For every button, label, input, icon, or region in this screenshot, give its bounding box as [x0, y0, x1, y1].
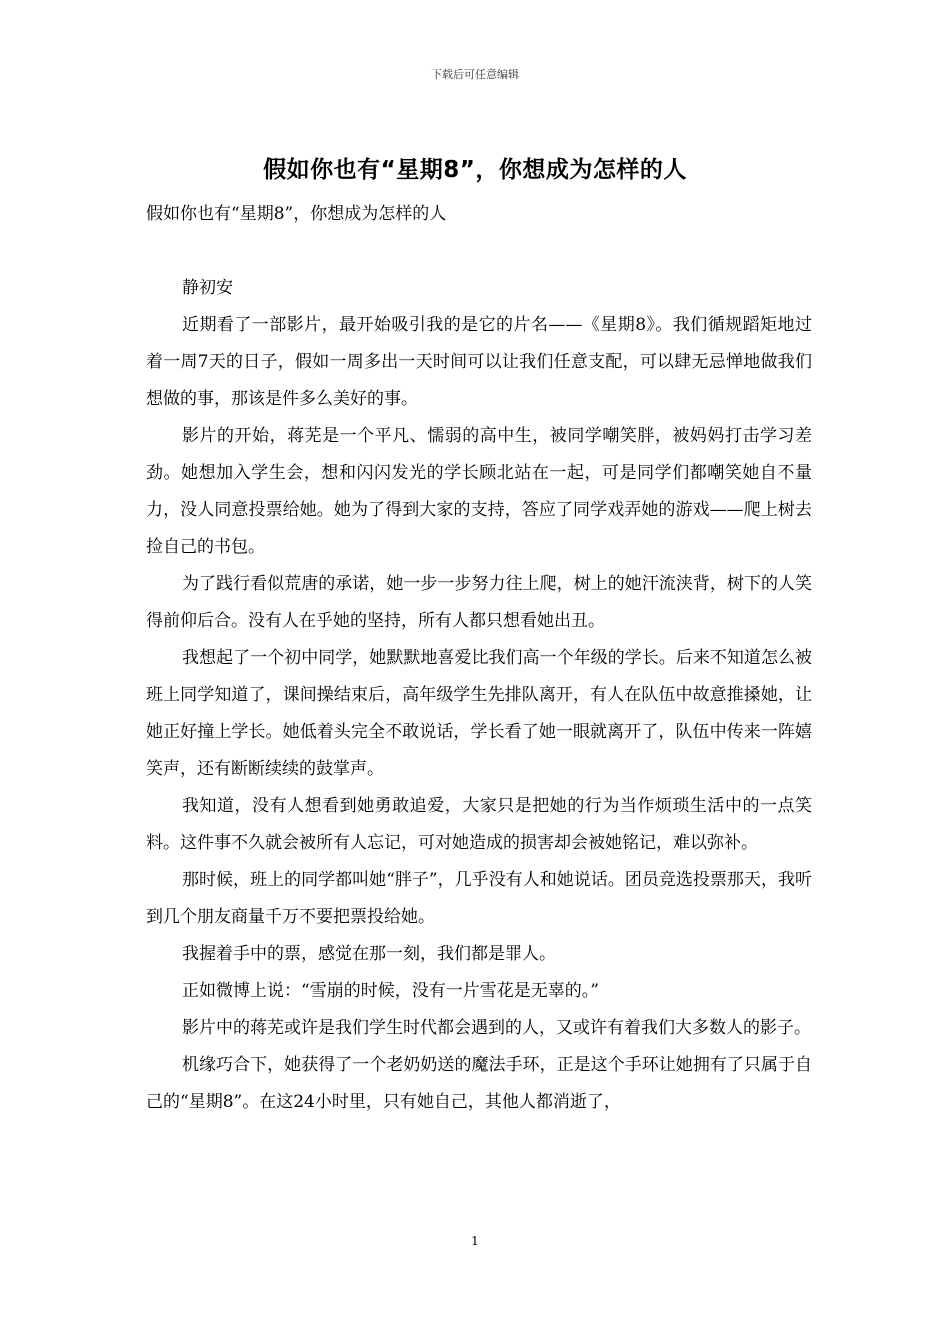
document-title: 假如你也有“星期8”，你想成为怎样的人 — [263, 157, 687, 183]
page-number: 1 — [471, 1234, 479, 1248]
blank-line — [146, 233, 812, 270]
paragraph: 正如微博上说：“雪崩的时候，没有一片雪花是无辜的。” — [182, 981, 599, 1001]
paragraph: 我握着手中的票，感觉在那一刻，我们都是罪人。 — [182, 944, 556, 964]
paragraph: 我知道，没有人想看到她勇敢追爱，大家只是把她的行为当作烦琐生活中的一点笑料。这件事不久就会被所有人忘记，可对她造成的损害却会被她铭记，难以弥补。 — [146, 796, 812, 853]
paragraph: 我想起了一个初中同学，她默默地喜爱比我们高一个年级的学长。后来不知道怎么被班上同学知道了，课间操结束后，高年级学生先排队离开，有人在队伍中故意推搡她，让她正好撞上学长。她低着头完全不敢说话，学长看了她一眼就离开了，队伍中传来一阵嬉笑声，还有断断续续的鼓掌声。 — [146, 648, 812, 779]
paragraph: 那时候，班上的同学都叫她“胖子”，几乎没有人和她说话。团员竞选投票那天，我听到几个朋友商量千万不要把票投给她。 — [146, 870, 812, 927]
paragraph: 机缘巧合下，她获得了一个老奶奶送的魔法手环，正是这个手环让她拥有了只属于自己的“星期8”。在这24小时里，只有她自己，其他人都消逝了， — [146, 1055, 812, 1112]
page-header-note: 下载后可任意编辑 — [431, 68, 519, 81]
document-body — [146, 196, 812, 1121]
document-subtitle: 假如你也有“星期8”，你想成为怎样的人 — [146, 204, 447, 224]
author-name: 静初安 — [182, 278, 233, 298]
paragraph: 为了践行看似荒唐的承诺，她一步一步努力往上爬，树上的她汗流浃背，树下的人笑得前仰后合。没有人在乎她的坚持，所有人都只想看她出丑。 — [146, 574, 812, 631]
paragraph: 影片中的蒋芜或许是我们学生时代都会遇到的人，又或许有着我们大多数人的影子。 — [182, 1018, 811, 1038]
paragraph: 近期看了一部影片，最开始吸引我的是它的片名——《星期8》。我们循规蹈矩地过着一周7天的日子，假如一周多出一天时间可以让我们任意支配，可以肆无忌惮地做我们想做的事，那该是件多么美好的事。 — [146, 315, 812, 409]
paragraph: 影片的开始，蒋芜是一个平凡、懦弱的高中生，被同学嘲笑胖，被妈妈打击学习差劲。她想加入学生会，想和闪闪发光的学长顾北站在一起，可是同学们都嘲笑她自不量力，没人同意投票给她。她为了得到大家的支持，答应了同学戏弄她的游戏——爬上树去捡自己的书包。 — [146, 426, 812, 557]
